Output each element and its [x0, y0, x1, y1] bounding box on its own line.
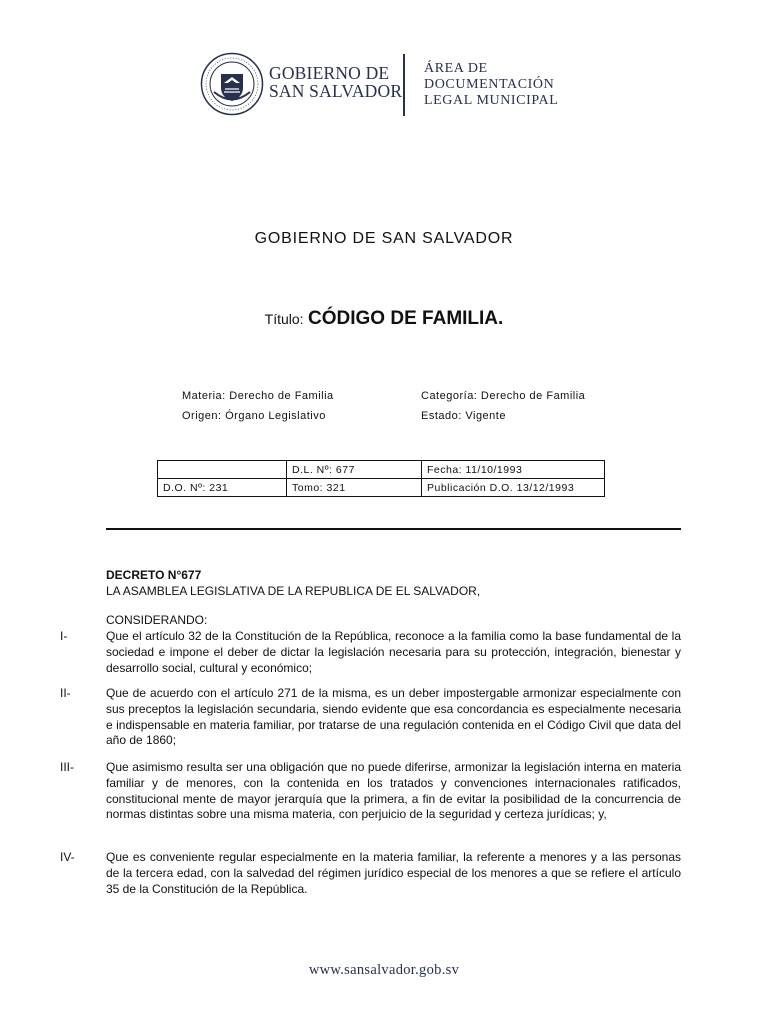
- item-text: Que de acuerdo con el artículo 271 de la misma, es un deber impostergable armonizar especialmente con sus preceptos la legislación secundaria, siendo evidente que esa concordancia es especialmente necesaria e indispensable en materia familiar, por tratarse de una regulación contenida en el Código Civil que data del año de 1860;: [106, 686, 681, 748]
- header-logo-block: [200, 52, 580, 118]
- item-number: IV-: [60, 850, 75, 864]
- item-text: Que asimismo resulta ser una obligación que no puede diferirse, armonizar la legislación interna en materia familiar y de menores, con la contenida en los tratados y convenciones internacionales ratificados, constitucional mente de mayor jerarquía que la primera, a fin de evitar la posibilidad de la concurrencia de normas distintas sobre una misma materia, con perjuicio de la seguridad y certeza jurídicas; y,: [106, 760, 681, 822]
- meta-categoria: Categoría: Derecho de Familia: [421, 390, 586, 402]
- assembly-line: LA ASAMBLEA LEGISLATIVA DE LA REPUBLICA DE EL SALVADOR,: [106, 584, 481, 598]
- government-name: [269, 64, 402, 100]
- table-row: [158, 461, 605, 479]
- considerando-heading: CONSIDERANDO:: [106, 613, 208, 627]
- government-name-line2: SAN SALVADOR: [269, 81, 403, 101]
- table-cell: Publicación D.O. 13/12/1993: [422, 479, 605, 497]
- title-label: Título:: [264, 311, 304, 327]
- document-title: [0, 308, 768, 330]
- government-name-line1: GOBIERNO DE: [269, 63, 390, 83]
- meta-origen: Origen: Órgano Legislativo: [182, 410, 326, 422]
- meta-estado: Estado: Vigente: [421, 410, 506, 422]
- municipal-seal-icon: [200, 52, 264, 116]
- table-row: [158, 479, 605, 497]
- area-name-line2: DOCUMENTACIÓN: [424, 77, 555, 92]
- document-heading: GOBIERNO DE SAN SALVADOR: [254, 230, 514, 247]
- area-name: [424, 61, 558, 109]
- table-cell: [158, 461, 287, 479]
- item-text: Que es conveniente regular especialmente en la materia familiar, la referente a menores y a las personas de la tercera edad, con la salvedad del régimen jurídico especial de los menores a que se refiere el artículo 35 de la Constitución de la República.: [106, 850, 681, 896]
- item-number: II-: [60, 686, 71, 700]
- horizontal-rule: [106, 528, 681, 530]
- header-divider: [403, 54, 405, 116]
- table-cell: D.O. Nº: 231: [158, 479, 287, 497]
- table-cell: D.L. Nº: 677: [287, 461, 422, 479]
- meta-materia: Materia: Derecho de Familia: [182, 390, 334, 402]
- table-cell: Fecha: 11/10/1993: [422, 461, 605, 479]
- website-url: www.sansalvador.gob.sv: [308, 962, 460, 978]
- area-name-line3: LEGAL MUNICIPAL: [424, 93, 559, 108]
- decree-number: DECRETO N°677: [106, 568, 202, 582]
- registry-table: [157, 460, 605, 497]
- item-text: Que el artículo 32 de la Constitución de la República, reconoce a la familia como la base fundamental de la sociedad e impone el deber de dictar la legislación necesaria para su protección, integración, bienestar y desarrollo social, cultural y económico;: [106, 629, 681, 675]
- title-value: CÓDIGO DE FAMILIA.: [308, 308, 504, 329]
- area-name-line1: ÁREA DE: [424, 61, 488, 76]
- item-number: I-: [60, 629, 68, 643]
- table-cell: Tomo: 321: [287, 479, 422, 497]
- item-number: III-: [60, 760, 74, 774]
